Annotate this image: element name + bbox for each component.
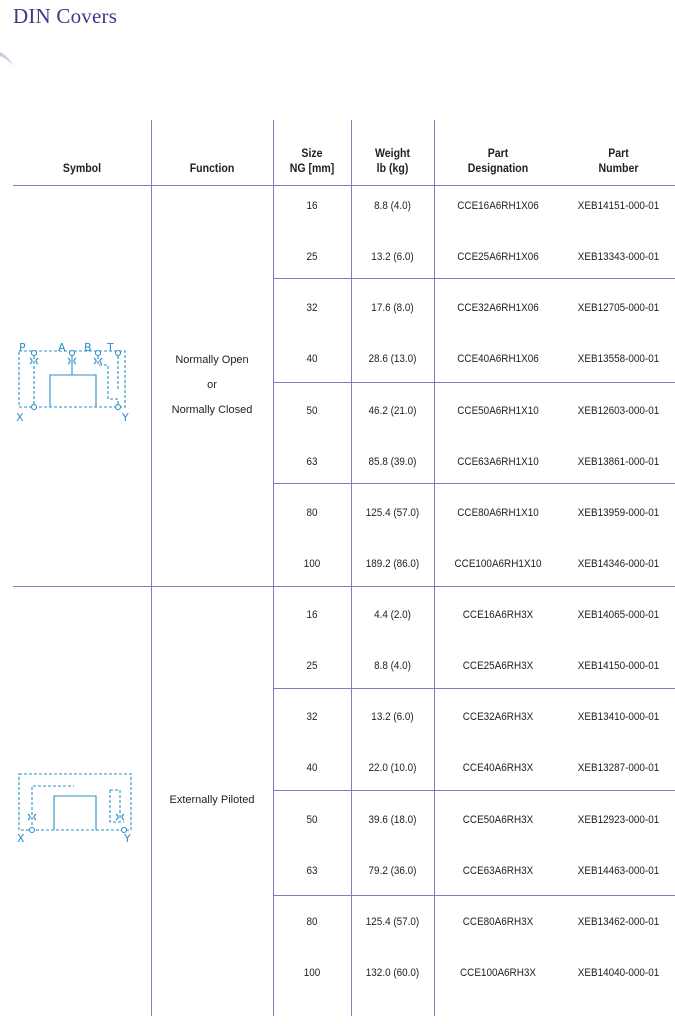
- row-rule: [273, 382, 675, 383]
- designation-cell: CCE80A6RH1X10: [457, 507, 539, 519]
- designation-cell: CCE32A6RH3X: [462, 711, 534, 723]
- row-rule: [273, 790, 675, 791]
- weight-cell: 28.6 (13.0): [368, 353, 417, 365]
- part-number-cell: XEB14463-000-01: [577, 865, 660, 877]
- part-number-cell: XEB13861-000-01: [577, 456, 660, 468]
- weight-cell: 8.8 (4.0): [374, 660, 411, 672]
- function-line: or: [207, 379, 217, 391]
- part-number-cell: XEB14346-000-01: [577, 558, 660, 570]
- part-number-cell: XEB14065-000-01: [577, 609, 660, 621]
- part-number-cell: XEB14151-000-01: [577, 200, 660, 212]
- size-cell: 100: [303, 558, 321, 570]
- port-label-b: B: [84, 341, 92, 354]
- row-rule: [273, 895, 675, 896]
- header-weight-line2: lb (kg): [376, 161, 409, 175]
- header-rule: [13, 185, 675, 186]
- part-number-cell: XEB14040-000-01: [577, 967, 660, 979]
- size-cell: 40: [306, 353, 318, 365]
- part-number-cell: XEB13287-000-01: [577, 762, 660, 774]
- size-cell: 16: [306, 609, 318, 621]
- part-number-cell: XEB13558-000-01: [577, 353, 660, 365]
- size-cell: 32: [306, 302, 318, 314]
- header-designation: [442, 146, 555, 176]
- part-number-cell: XEB12923-000-01: [577, 814, 660, 826]
- designation-cell: CCE80A6RH3X: [462, 916, 534, 928]
- row-rule: [273, 278, 675, 279]
- function-line: Externally Piloted: [169, 794, 255, 806]
- weight-cell: 8.8 (4.0): [374, 200, 411, 212]
- group-rule: [13, 586, 675, 587]
- hydraulic-symbol-normally-open-closed: [14, 341, 134, 423]
- designation-cell: CCE16A6RH3X: [462, 609, 534, 621]
- designation-cell: CCE63A6RH1X10: [457, 456, 539, 468]
- weight-cell: 4.4 (2.0): [374, 609, 411, 621]
- weight-cell: 13.2 (6.0): [371, 251, 414, 263]
- port-label-y: Y: [122, 411, 129, 423]
- header-size: [278, 146, 347, 176]
- column-divider: [434, 120, 435, 1016]
- part-number-cell: XEB12705-000-01: [577, 302, 660, 314]
- header-symbol: [21, 161, 142, 176]
- port-label-p: P: [19, 341, 26, 354]
- function-line: Normally Closed: [171, 404, 253, 416]
- function-cell: [151, 788, 273, 813]
- port-label-t: T: [107, 341, 114, 354]
- size-cell: 100: [303, 967, 321, 979]
- weight-cell: 13.2 (6.0): [371, 711, 414, 723]
- size-cell: 50: [306, 405, 318, 417]
- size-cell: 32: [306, 711, 318, 723]
- weight-cell: 125.4 (57.0): [365, 916, 420, 928]
- part-number-cell: XEB13959-000-01: [577, 507, 660, 519]
- row-rule: [273, 483, 675, 484]
- row-rule: [273, 688, 675, 689]
- size-cell: 80: [306, 916, 318, 928]
- header-weight-line1: Weight: [374, 146, 411, 160]
- header-number: [569, 146, 668, 176]
- size-cell: 63: [306, 865, 318, 877]
- column-divider: [151, 120, 152, 1016]
- function-line: Normally Open: [175, 354, 249, 366]
- function-cell: [151, 348, 273, 423]
- designation-cell: CCE16A6RH1X06: [457, 200, 539, 212]
- designation-cell: CCE50A6RH1X10: [457, 405, 539, 417]
- port-label-y: Y: [124, 832, 131, 845]
- header-weight: [356, 146, 429, 176]
- port-label-x: X: [17, 832, 25, 845]
- corner-swoosh-decoration: [0, 40, 20, 70]
- header-number-line1: Part: [608, 146, 629, 160]
- weight-cell: 39.6 (18.0): [368, 814, 417, 826]
- header-number-line2: Number: [598, 161, 639, 175]
- weight-cell: 189.2 (86.0): [365, 558, 420, 570]
- header-function: [158, 161, 265, 176]
- weight-cell: 17.6 (8.0): [371, 302, 414, 314]
- header-function-label: Function: [189, 161, 235, 175]
- size-cell: 25: [306, 660, 318, 672]
- column-divider: [351, 120, 352, 1016]
- weight-cell: 79.2 (36.0): [368, 865, 417, 877]
- designation-cell: CCE40A6RH1X06: [457, 353, 539, 365]
- size-cell: 63: [306, 456, 318, 468]
- header-symbol-label: Symbol: [62, 161, 102, 175]
- designation-cell: CCE25A6RH1X06: [457, 251, 539, 263]
- column-divider: [273, 120, 274, 1016]
- size-cell: 16: [306, 200, 318, 212]
- part-number-cell: XEB12603-000-01: [577, 405, 660, 417]
- port-label-x: X: [16, 411, 24, 423]
- part-number-cell: XEB13410-000-01: [577, 711, 660, 723]
- hydraulic-symbol-externally-piloted: [14, 770, 134, 846]
- header-designation-line2: Designation: [467, 161, 529, 175]
- designation-cell: CCE100A6RH1X10: [454, 558, 542, 570]
- part-number-cell: XEB13343-000-01: [577, 251, 660, 263]
- designation-cell: CCE63A6RH3X: [462, 865, 534, 877]
- weight-cell: 22.0 (10.0): [368, 762, 417, 774]
- header-size-line1: Size: [301, 146, 323, 160]
- weight-cell: 125.4 (57.0): [365, 507, 420, 519]
- part-number-cell: XEB13462-000-01: [577, 916, 660, 928]
- weight-cell: 132.0 (60.0): [365, 967, 420, 979]
- header-designation-line1: Part: [487, 146, 509, 160]
- designation-cell: CCE40A6RH3X: [462, 762, 534, 774]
- header-size-line2: NG [mm]: [289, 161, 335, 175]
- designation-cell: CCE25A6RH3X: [462, 660, 534, 672]
- weight-cell: 85.8 (39.0): [368, 456, 417, 468]
- size-cell: 25: [306, 251, 318, 263]
- part-number-cell: XEB14150-000-01: [577, 660, 660, 672]
- designation-cell: CCE50A6RH3X: [462, 814, 534, 826]
- designation-cell: CCE100A6RH3X: [460, 967, 536, 979]
- designation-cell: CCE32A6RH1X06: [457, 302, 539, 314]
- weight-cell: 46.2 (21.0): [368, 405, 417, 417]
- port-label-a: A: [58, 341, 66, 354]
- size-cell: 80: [306, 507, 318, 519]
- page-title: DIN Covers: [13, 4, 118, 28]
- size-cell: 40: [306, 762, 318, 774]
- size-cell: 50: [306, 814, 318, 826]
